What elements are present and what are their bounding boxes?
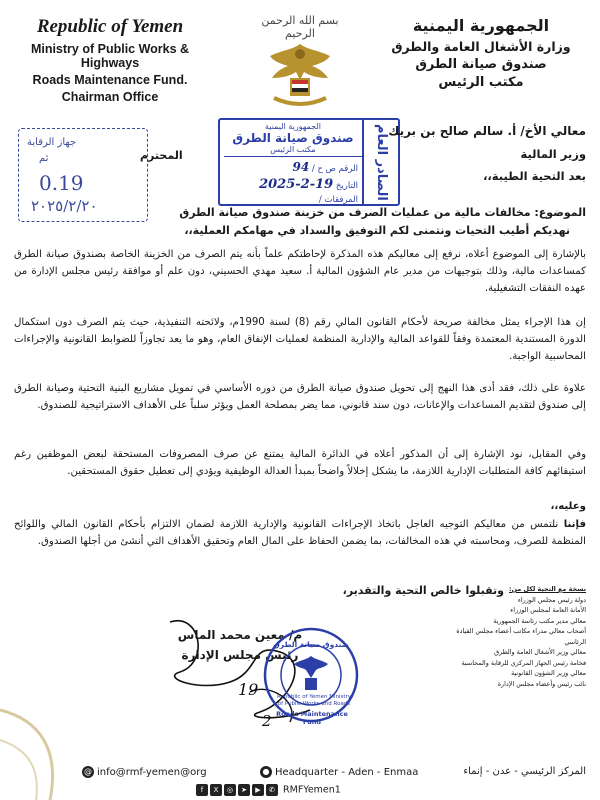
closing-line: وتقبلوا خالص التحية والتقدير، [342, 584, 504, 597]
footer-social [196, 784, 341, 796]
handwritten-line-3: 0.19 [39, 171, 84, 195]
outgoing-stamp [218, 118, 400, 206]
cc-item: أصحاب معالي مدراء مكاتب أعضاء مجلس القيادة الرئاسي [456, 627, 586, 646]
email-icon: @ [84, 767, 92, 776]
stamp-side-label: الصادر العام [362, 120, 398, 204]
paragraph-2: إن هذا الإجراء يمثل مخالفة صريحة لأحكام القانون المالي رقم (8) لسنة 1990م، ولائحته التنفيذية، حيث يتم الصرف دون استكمال الدورة المستندية المعتمدة وفقاً للقواعد المالية والإدارية المنظمة لعمليات الإنفاق العام، وهو ما يعد تجاوزاً للضوابط القانونية والإجراءات المحاسبية الواجبة. [14, 317, 586, 362]
country-en: Republic of Yemen [36, 16, 184, 37]
fund-ar: صندوق صيانة الطرق [415, 57, 547, 72]
stamp-number-label: الرقم ص ح / [311, 164, 358, 174]
stamp-number-value: 94 [292, 160, 310, 174]
cc-item: دولة رئيس مجلس الوزراء [517, 595, 586, 604]
seal-text-en: Roads Maintenance Fund [276, 710, 348, 726]
instagram-icon[interactable]: ◎ [224, 784, 236, 796]
therefore-line: وعليه،، [550, 501, 586, 512]
honorific: المحترم [140, 149, 183, 162]
cc-item: معالي وزير الشؤون القانونية [511, 669, 586, 677]
location-icon: ● [260, 766, 272, 778]
footer-headquarter-text: Headquarter - Aden - Enmaa [275, 767, 419, 778]
cc-item: معالي وزير الأشغال العامة والطرق [494, 648, 586, 656]
footer-social-handle[interactable]: RMFYemen1 [283, 784, 341, 796]
footer-ar-address: المركز الرئيسي - عدن - إنماء [463, 766, 586, 777]
fund-en: Roads Maintenance Fund. [32, 73, 188, 87]
cc-item: نائب رئيس وأعضاء مجلس الإدارة [497, 679, 586, 688]
footer-email-text: info@rmf-yemen@org [97, 767, 207, 778]
stamp-country: الجمهورية اليمنية [264, 122, 321, 131]
paragraph-1: بالإشارة إلى الموضوع أعلاه، نرفع إلى معاليكم هذه المذكرة لإحاطتكم علماً بأنه يتم الصرف من الخزينة الخاصة بصندوق صيانة الطرق كمساعدات مالية، وذلك بتوجيهات من مدير عام الشؤون المالية أ. سعيد مهدي الحسيني، دون علم أو موافقة رئيس مجلس الإدارة من عهده النفقات التشغيلية. [14, 249, 586, 294]
seal-text-en2: Republic of Yemen Ministry of Public Works and Roads [276, 694, 352, 707]
addressee-greeting: بعد التحية الطيبة،، [483, 169, 586, 183]
subject-line: الموضوع: مخالفات مالية من عمليات الصرف من خزينة صندوق صيانة الطرق [179, 206, 586, 219]
telegram-icon[interactable]: ➤ [238, 784, 250, 796]
handwritten-line-1: جهاز الرقابة [27, 137, 77, 148]
signatory-name: م/ معين محمد الماس [177, 628, 303, 642]
cc-heading: نسخة مع التحية لكل من: [509, 585, 586, 593]
handwritten-line-4: ٢٠٢٥/٢/٢٠ [31, 197, 98, 215]
stamp-attachments-label: المرفقات / [318, 195, 358, 205]
paragraph-4: وفي المقابل، نود الإشارة إلى أن المذكور أعلاه في الدائرة المالية يمتنع عن صرف المصروفات المستحقة لبعض الموظفين رغم استيفائهم كافة المتطلبات الإدارية اللازمة، ما يشكل إخلالاً واضحاً بمبدأ العدالة الوظيفية ويؤدي إلى تعطيل حقوق المستحقين. [14, 449, 586, 477]
addressee-title: وزير المالية [520, 147, 586, 161]
signature-handwritten-number-2: 2 [262, 712, 272, 730]
footer-headquarter [260, 766, 418, 778]
paragraph-5 [14, 516, 586, 550]
handwritten-line-2: ثم [39, 153, 49, 164]
office-ar: مكتب الرئيس [438, 75, 524, 90]
whatsapp-icon[interactable]: ✆ [266, 784, 278, 796]
cc-item: معالي مدير مكتب رئاسة الجمهورية [493, 616, 586, 625]
office-en: Chairman Office [61, 90, 159, 104]
arabic-letterhead [376, 16, 586, 90]
basmala: بسم الله الرحمن الرحيم [261, 14, 339, 40]
cc-list [448, 584, 586, 689]
yemen-eagle-emblem-icon [252, 36, 348, 116]
english-letterhead [10, 16, 210, 104]
stamp-office: مكتب الرئيس [224, 145, 362, 157]
facebook-icon[interactable]: f [196, 784, 208, 796]
x-icon[interactable]: X [210, 784, 222, 796]
opening-greeting: نهديكم أطيب التحيات ونتمنى لكم التوفيق والسداد في مهامكم العملية،، [184, 224, 570, 237]
stamp-date-row [224, 177, 362, 192]
country-ar: الجمهورية اليمنية [412, 16, 550, 35]
ministry-ar: وزارة الأشغال العامة والطرق [391, 39, 571, 54]
footer-email[interactable] [82, 766, 207, 778]
signature-handwritten-number: 19 [238, 680, 259, 699]
stamp-date-value: 19-2-2025 [259, 177, 334, 192]
stamp-number-row [224, 160, 362, 174]
stamp-date-label: التاريخ [335, 181, 358, 191]
addressee-name: معالي الأخ/ أ. سالم صالح بن بريك [388, 124, 586, 138]
signatory-role: رئيس مجلس الإدارة [181, 648, 299, 662]
cc-item: فخامة رئيس الجهاز المركزي للرقابة والمحاسبة [461, 658, 586, 667]
cc-item: الأمانة العامة لمجلس الوزراء [510, 606, 586, 614]
footer [0, 762, 600, 800]
paragraph-5-text: نلتمس من معاليكم التوجيه العاجل باتخاذ الإجراءات القانونية والإدارية اللازمة لضمان الالتزام بأحكام القانون المالي واللوائح المنظمة للصرف، ومحاسبته في هذه المخالفات، بما يضمن الحفاظ على المال العام وتحقيق الأهداف التي أنشئ من أجلها الصندوق. [14, 519, 586, 547]
paragraph-5-lead: فإننا [563, 519, 586, 530]
youtube-icon[interactable]: ▶ [252, 784, 264, 796]
ministry-en: Ministry of Public Works & Highways [30, 42, 190, 70]
seal-text-ar: صندوق صيانة الطرق [273, 640, 349, 649]
paragraph-3: علاوة على ذلك، فقد أدى هذا النهج إلى تحويل صندوق صيانة الطرق من دوره الأساسي في تمويل مشاريع البنية التحتية وصيانة الطرق إلى صندوق لتقديم المساعدات والإعانات، دون سند قانوني، مما يضر بمصلحة العمل ويؤثر سلباً على الأهداف الاستراتيجية للصندوق. [14, 383, 586, 411]
stamp-fund: صندوق صيانة الطرق [232, 131, 354, 145]
